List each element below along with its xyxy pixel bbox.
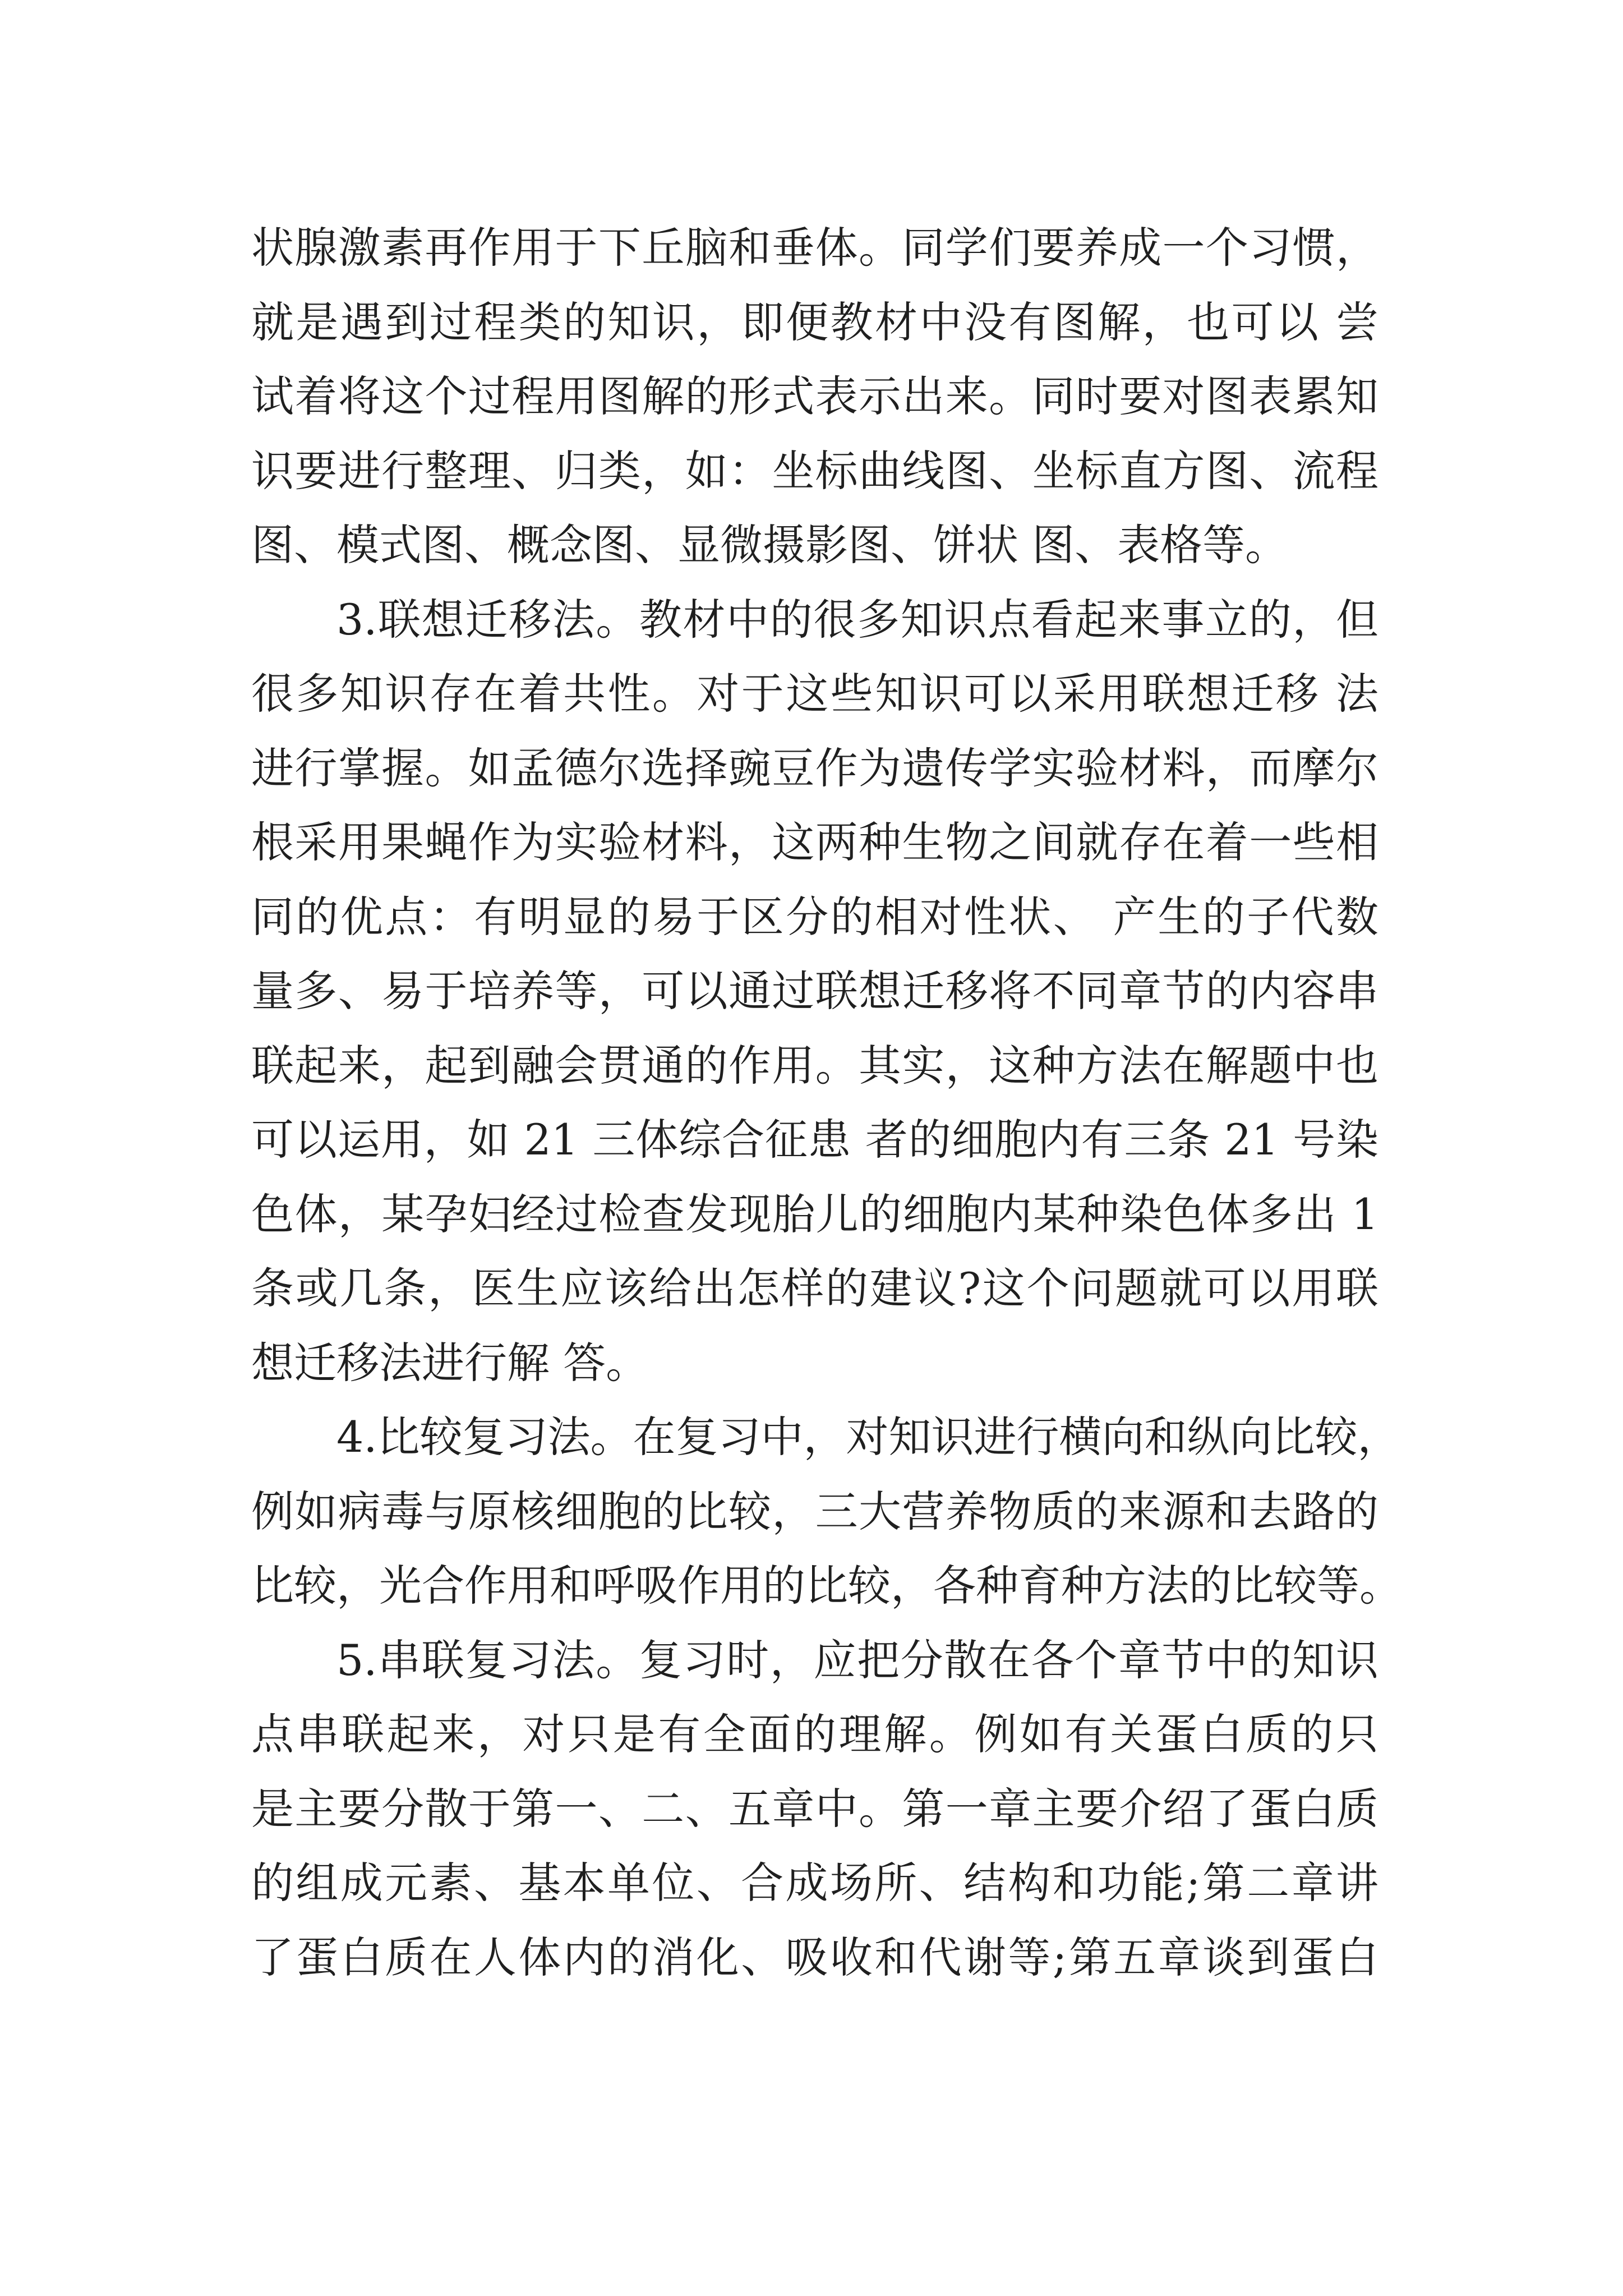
text-line: 可以运用，如 21 三体综合征患 者的细胞内有三条 21 号染 xyxy=(251,1115,1378,1165)
paragraph-start-line: 5.串联复习法。复习时，应把分散在各个章节中的知识 xyxy=(336,1635,1378,1685)
text-line: 比较，光合作用和呼吸作用的比较，各种育种方法的比较等。 xyxy=(251,1561,1402,1611)
text-line: 条或几条，医生应该给出怎样的建议?这个问题就可以用联 xyxy=(251,1263,1378,1313)
body-text xyxy=(251,211,1402,1995)
paragraph-start-line: 4.比较复习法。在复习中，对知识进行横向和纵向比较， xyxy=(336,1412,1400,1462)
text-line: 图、模式图、概念图、显微摄影图、饼状 图、表格等。 xyxy=(251,520,1288,570)
text-line: 例如病毒与原核细胞的比较，三大营养物质的来源和去路的 xyxy=(251,1486,1378,1536)
text-line: 根采用果蝇作为实验材料，这两种生物之间就存在着一些相 xyxy=(251,817,1378,867)
text-line: 很多知识存在着共性。对于这些知识可以采用联想迁移 法 xyxy=(251,669,1378,719)
text-line: 就是遇到过程类的知识，即便教材中没有图解，也可以 尝 xyxy=(251,297,1378,347)
text-line: 想迁移法进行解 答。 xyxy=(251,1337,649,1388)
text-line: 点串联起来，对只是有全面的理解。例如有关蛋白质的只 xyxy=(251,1709,1378,1759)
paragraph-start-line: 3.联想迁移法。教材中的很多知识点看起来事立的，但 xyxy=(336,594,1378,645)
text-line: 的组成元素、基本单位、合成场所、结构和功能;第二章讲 xyxy=(251,1858,1378,1908)
text-line: 色体，某孕妇经过检查发现胎儿的细胞内某种染色体多出 1 xyxy=(251,1189,1378,1239)
text-line: 状腺激素再作用于下丘脑和垂体。同学们要养成一个习惯， xyxy=(251,223,1378,273)
text-line: 试着将这个过程用图解的形式表示出来。同时要对图表累知 xyxy=(251,371,1378,421)
text-line: 是主要分散于第一、二、五章中。第一章主要介绍了蛋白质 xyxy=(251,1783,1378,1834)
text-line: 进行掌握。如孟德尔选择豌豆作为遗传学实验材料，而摩尔 xyxy=(251,743,1378,793)
text-line: 量多、易于培养等，可以通过联想迁移将不同章节的内容串 xyxy=(251,966,1378,1016)
text-line: 了蛋白质在人体内的消化、吸收和代谢等;第五章谈到蛋白 xyxy=(251,1932,1378,1982)
text-line: 联起来，起到融会贯通的作用。其实，这种方法在解题中也 xyxy=(251,1040,1378,1091)
text-line: 同的优点：有明显的易于区分的相对性状、 产生的子代数 xyxy=(251,891,1378,942)
text-line: 识要进行整理、归类，如：坐标曲线图、坐标直方图、流程 xyxy=(251,445,1378,496)
